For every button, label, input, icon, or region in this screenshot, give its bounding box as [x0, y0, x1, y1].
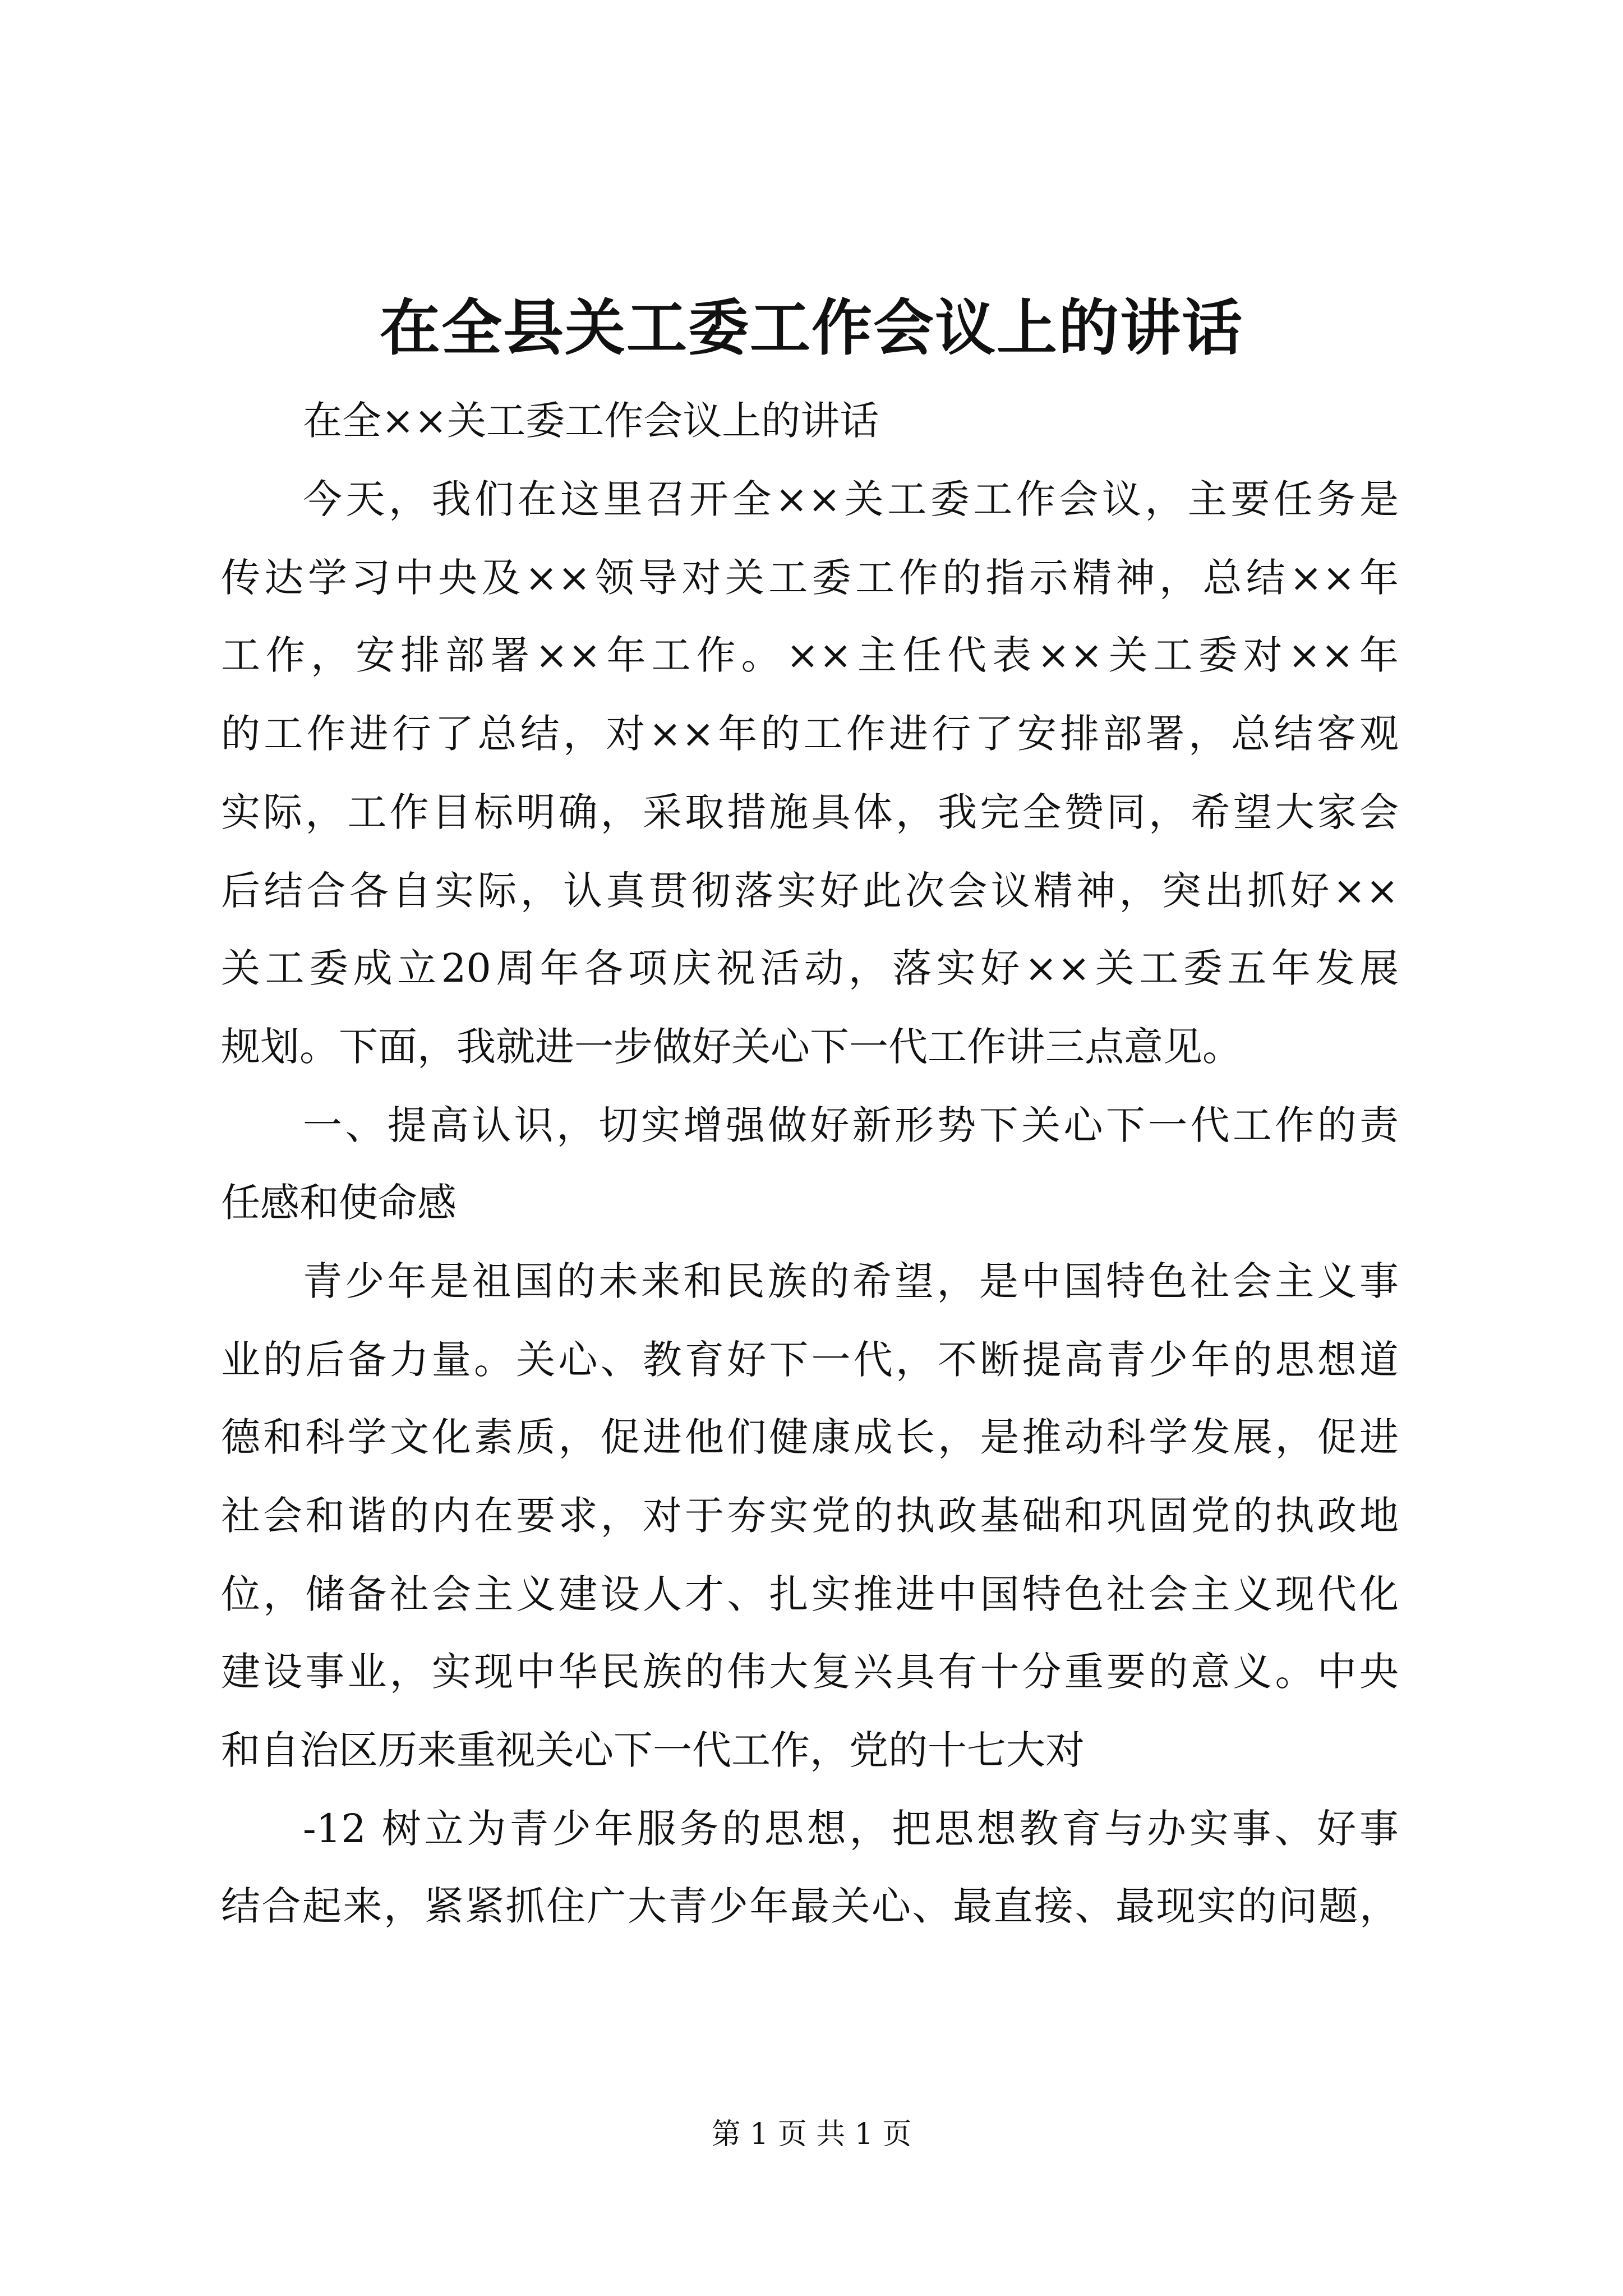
paragraph-line: 的工作进行了总结，对××年的工作进行了安排部署，总结客观	[221, 711, 1399, 757]
section-heading-line: 一、提高认识，切实增强做好新形势下关心下一代工作的责	[303, 1102, 1399, 1148]
document-title: 在全县关工委工作会议上的讲话	[379, 293, 1243, 364]
paragraph-line: 工作，安排部署××年工作。××主任代表××关工委对××年	[221, 632, 1399, 678]
paragraph-line: 社会和谐的内在要求，对于夯实党的执政基础和巩固党的执政地	[221, 1493, 1399, 1539]
paragraph-subtitle-line: 在全××关工委工作会议上的讲话	[303, 398, 879, 444]
section-heading-line: 任感和使命感	[221, 1180, 457, 1226]
paragraph-line: 位，储备社会主义建设人才、扎实推进中国特色社会主义现代化	[221, 1571, 1399, 1617]
paragraph-line: 今天，我们在这里召开全××关工委工作会议，主要任务是	[303, 476, 1399, 522]
paragraph-line: 建设事业，实现中华民族的伟大复兴具有十分重要的意义。中央	[221, 1649, 1399, 1695]
paragraph-line: 实际，工作目标明确，采取措施具体，我完全赞同，希望大家会	[221, 789, 1399, 835]
paragraph-line: 后结合各自实际，认真贯彻落实好此次会议精神，突出抓好××	[221, 868, 1399, 914]
paragraph-line: 结合起来，紧紧抓住广大青少年最关心、最直接、最现实的问题，	[221, 1883, 1399, 1929]
paragraph-line: 青少年是祖国的未来和民族的希望，是中国特色社会主义事	[303, 1258, 1399, 1304]
paragraph-line: -12 树立为青少年服务的思想，把思想教育与办实事、好事	[303, 1806, 1399, 1852]
paragraph-line: 业的后备力量。关心、教育好下一代，不断提高青少年的思想道	[221, 1337, 1399, 1383]
paragraph-line: 规划。下面，我就进一步做好关心下一代工作讲三点意见。	[221, 1024, 1242, 1070]
paragraph-line: 关工委成立20周年各项庆祝活动，落实好××关工委五年发展	[221, 945, 1399, 991]
page-number-footer: 第 1 页 共 1 页	[711, 2118, 912, 2151]
paragraph-line: 传达学习中央及××领导对关工委工作的指示精神，总结××年	[221, 555, 1399, 601]
paragraph-line: 德和科学文化素质，促进他们健康成长，是推动科学发展，促进	[221, 1414, 1399, 1460]
paragraph-line: 和自治区历来重视关心下一代工作，党的十七大对	[221, 1727, 1085, 1773]
